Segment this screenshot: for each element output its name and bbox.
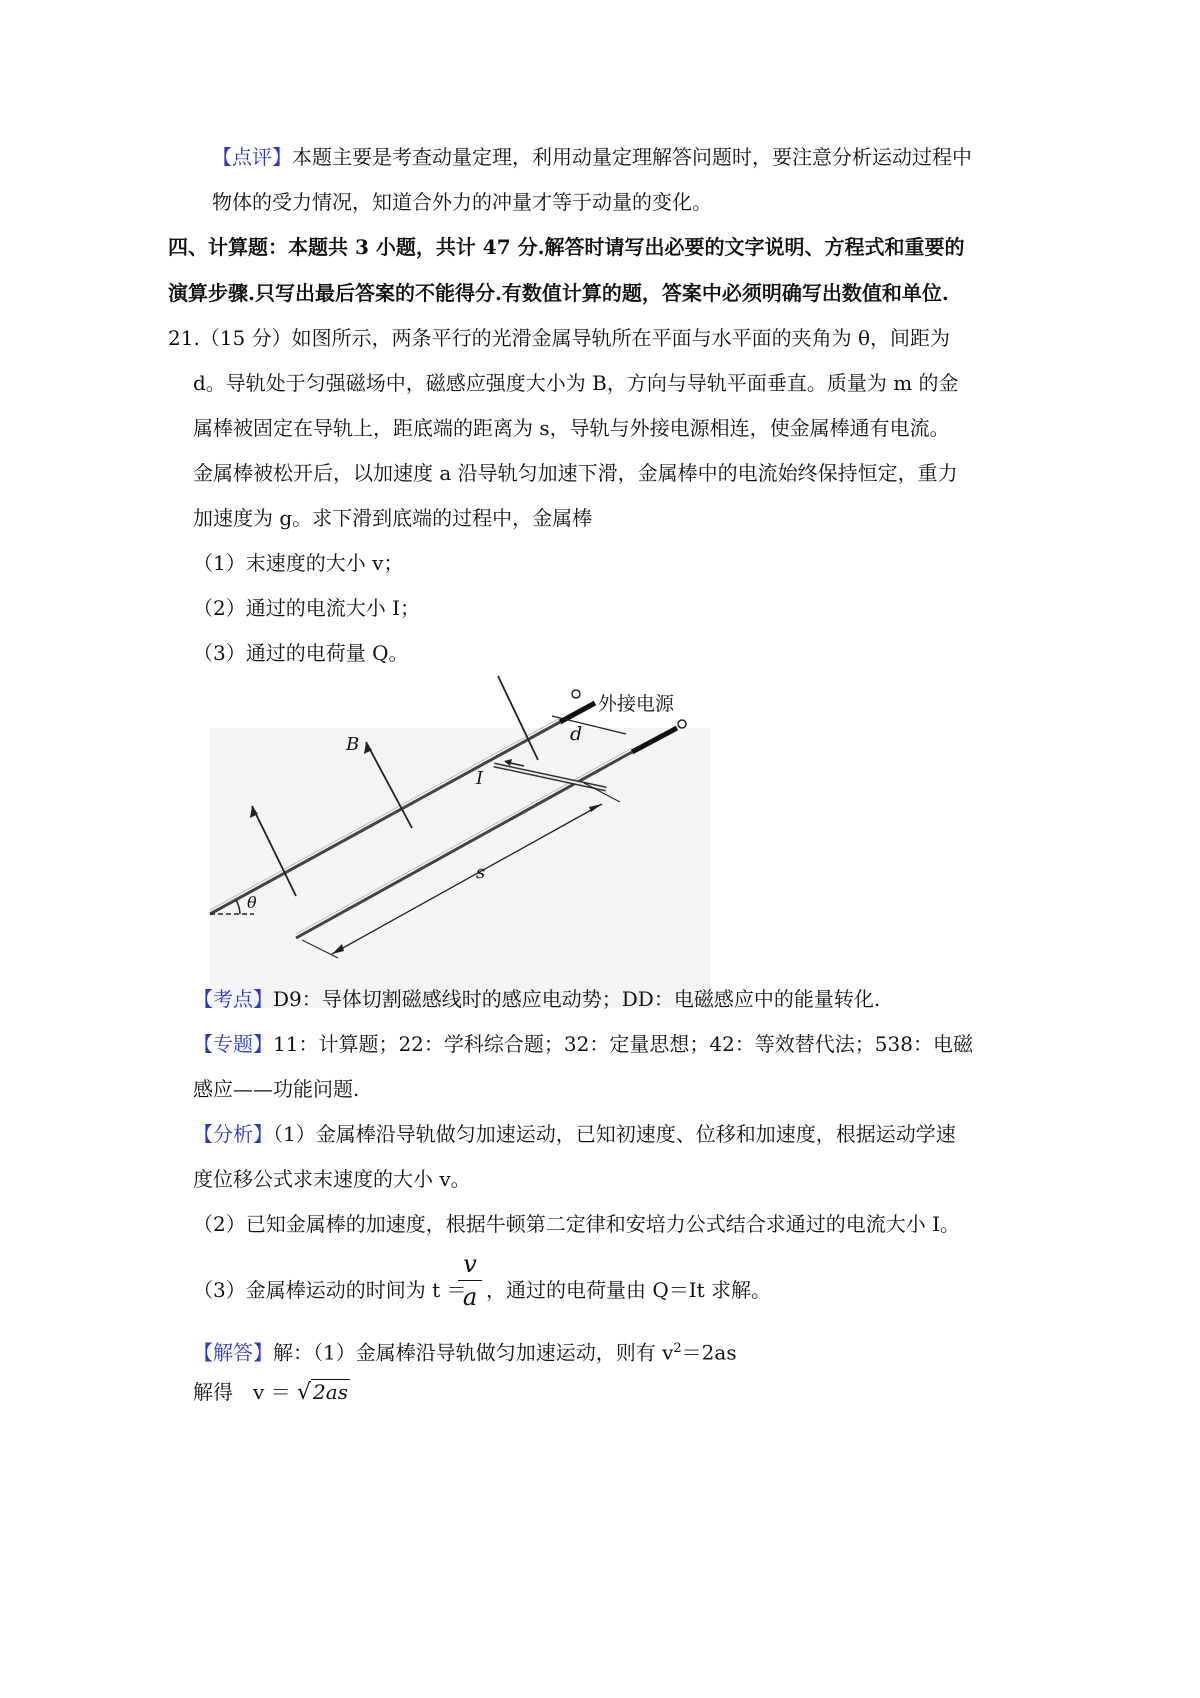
comment-text-1: 本题主要是考查动量定理，利用动量定理解答问题时，要注意分析运动过程中 xyxy=(292,145,972,169)
section-heading-1: 四、计算题：本题共 3 小题，共计 47 分.解答时请写出必要的文字说明、方程式和重要的 xyxy=(168,235,965,259)
fraction-denominator: a xyxy=(462,1283,478,1311)
section-heading-2: 演算步骤.只写出最后答案的不能得分.有数值计算的题，答案中必须明确写出数值和单位. xyxy=(168,281,949,305)
comment-line-1 xyxy=(212,143,972,171)
fenxi-line-1 xyxy=(193,1120,956,1148)
fraction-numerator: v xyxy=(463,1250,477,1278)
jieda-line-1 xyxy=(193,1335,737,1367)
question-line-1: 21.（15 分）如图所示，两条平行的光滑金属导轨所在平面与水平面的夹角为 θ，间距为 xyxy=(168,326,951,350)
terminal-upper xyxy=(572,690,580,698)
sqrt-radicand: 2as xyxy=(313,1380,348,1404)
label-theta: θ xyxy=(247,893,257,912)
fraction-bar xyxy=(458,1280,482,1281)
comment-line-2: 物体的受力情况，知道合外力的冲量才等于动量的变化。 xyxy=(212,190,712,214)
fenxi-line-4-pre: （3）金属棒运动的时间为 t ＝ xyxy=(193,1278,467,1302)
comment-tag: 【点评】 xyxy=(212,145,292,169)
jieda-tag: 【解答】 xyxy=(193,1340,273,1365)
kaodian-line xyxy=(193,985,880,1013)
fenxi-line-4-post: ，通过的电荷量由 Q＝It 求解。 xyxy=(486,1278,772,1302)
question-line-5: 加速度为 g。求下滑到底端的过程中，金属棒 xyxy=(193,506,593,530)
kaodian-tag: 【考点】 xyxy=(193,987,273,1011)
jieda-text-1: 解：（1）金属棒沿导轨做匀加速运动，则有 v xyxy=(273,1340,674,1365)
terminal-lower xyxy=(678,720,686,728)
question-line-4: 金属棒被松开后，以加速度 a 沿导轨匀加速下滑，金属棒中的电流始终保持恒定，重力 xyxy=(193,461,958,485)
label-power: 外接电源 xyxy=(598,693,675,715)
question-sub-3: （3）通过的电荷量 Q。 xyxy=(193,641,409,665)
label-I: I xyxy=(476,768,484,789)
zhuanti-tag: 【专题】 xyxy=(193,1032,273,1056)
label-d: d xyxy=(570,723,583,745)
question-line-3: 属棒被固定在导轨上，距底端的距离为 s，导轨与外接电源相连，使金属棒通有电流。 xyxy=(193,416,950,440)
label-s: s xyxy=(476,862,486,883)
jieda-text-1-post: ＝2as xyxy=(681,1340,737,1365)
fenxi-tag: 【分析】 xyxy=(193,1122,273,1146)
question-line-2: d。导轨处于匀强磁场中，磁感应强度大小为 B，方向与导轨平面垂直。质量为 m 的金 xyxy=(193,371,959,395)
zhuanti-text-1: 11：计算题；22：学科综合题；32：定量思想；42：等效替代法；538：电磁 xyxy=(273,1032,973,1056)
jieda-text-2: 解得 v ＝ xyxy=(193,1380,291,1404)
kaodian-text: D9：导体切割磁感线时的感应电动势；DD：电磁感应中的能量转化. xyxy=(273,987,881,1011)
fenxi-text-1: （1）金属棒沿导轨做匀加速运动，已知初速度、位移和加速度，根据运动学速 xyxy=(273,1122,956,1146)
label-B: B xyxy=(346,734,360,755)
fraction-v-over-a xyxy=(458,1250,482,1311)
jieda-line-2 xyxy=(193,1378,350,1407)
superscript-2: 2 xyxy=(673,1341,682,1356)
zhuanti-line-1 xyxy=(193,1030,973,1058)
rail-diagram xyxy=(210,693,710,1008)
sqrt-sign: √ xyxy=(297,1380,312,1405)
question-sub-1: （1）末速度的大小 v； xyxy=(193,551,404,575)
zhuanti-line-2: 感应——功能问题. xyxy=(193,1077,360,1101)
fenxi-line-3: （2）已知金属棒的加速度，根据牛顿第二定律和安培力公式结合求通过的电流大小 I。 xyxy=(193,1212,960,1236)
question-sub-2: （2）通过的电流大小 I； xyxy=(193,596,420,620)
fenxi-line-2: 度位移公式求末速度的大小 v。 xyxy=(193,1167,471,1191)
